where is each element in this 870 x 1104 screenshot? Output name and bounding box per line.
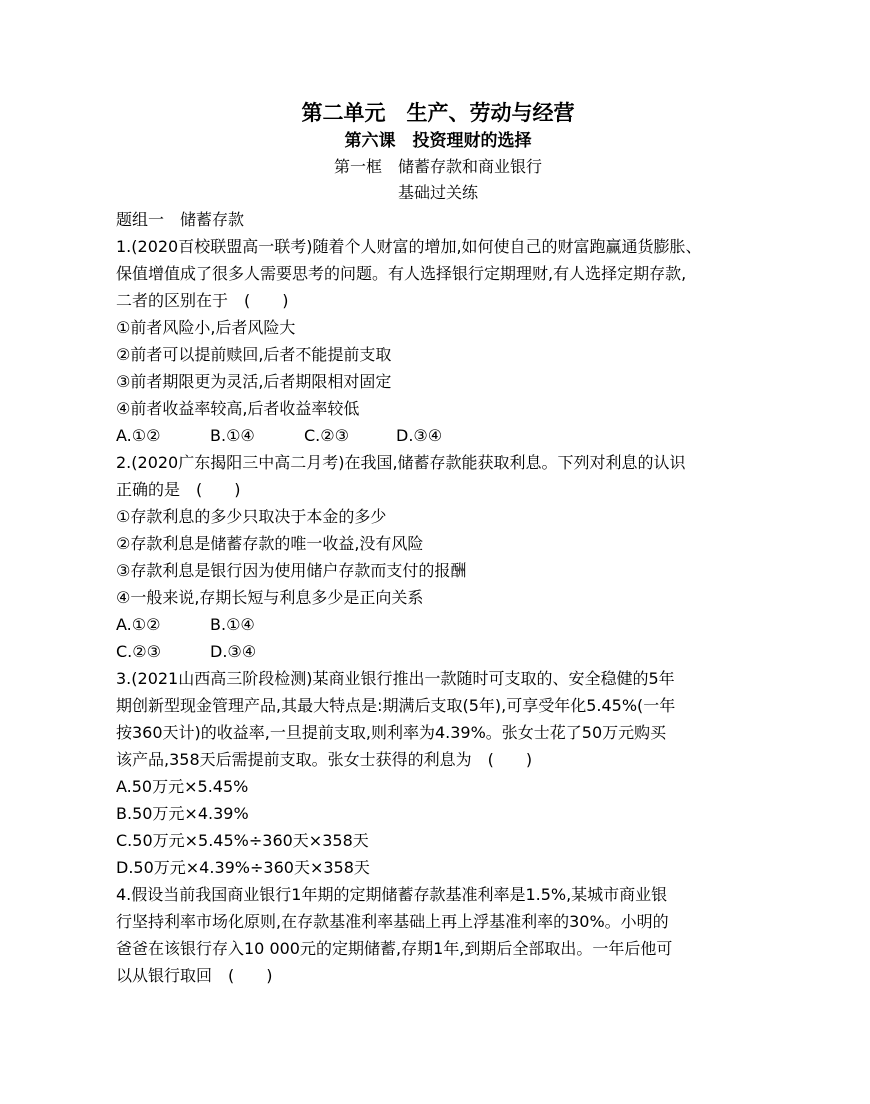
options-row xyxy=(116,638,760,665)
option-a: A.50万元×5.45% xyxy=(116,777,249,796)
question-1 xyxy=(116,233,760,449)
group-label: 题组一 储蓄存款 xyxy=(116,210,245,229)
question-3 xyxy=(116,665,760,881)
option-a: A.①② xyxy=(116,426,161,445)
statement: ③存款利息是银行因为使用储户存款而支付的报酬 xyxy=(116,561,467,580)
question-text-line: 1.(2020百校联盟高一联考)随着个人财富的增加,如何使自己的财富跑赢通货膨胀、 xyxy=(116,237,702,256)
practice-title: 基础过关练 xyxy=(397,183,478,202)
statement: ④一般来说,存期长短与利息多少是正向关系 xyxy=(116,588,424,607)
question-2 xyxy=(116,449,760,665)
question-text-line: 爸爸在该银行存入10 000元的定期储蓄,存期1年,到期后全部取出。一年后他可 xyxy=(116,939,673,958)
statement: ③前者期限更为灵活,后者期限相对固定 xyxy=(116,372,392,391)
question-text-line: 正确的是 ( ) xyxy=(116,480,241,499)
question-text-line: 保值增值成了很多人需要思考的问题。有人选择银行定期理财,有人选择定期存款, xyxy=(116,264,687,283)
question-text-line: 按360天计)的收益率,一旦提前支取,则利率为4.39%。张女士花了50万元购买 xyxy=(116,723,667,742)
lesson-title: 第六课 投资理财的选择 xyxy=(344,131,532,151)
option-d: D.③④ xyxy=(210,642,257,661)
statement: ①存款利息的多少只取决于本金的多少 xyxy=(116,507,387,526)
question-4 xyxy=(116,881,760,989)
statement: ④前者收益率较高,后者收益率较低 xyxy=(116,399,360,418)
question-text-line: 2.(2020广东揭阳三中高二月考)在我国,储蓄存款能获取利息。下列对利息的认识 xyxy=(116,453,686,472)
question-text-line: 期创新型现金管理产品,其最大特点是:期满后支取(5年),可享受年化5.45%(一年 xyxy=(116,696,676,715)
statement: ②存款利息是储蓄存款的唯一收益,没有风险 xyxy=(116,534,424,553)
question-text-line: 4.假设当前我国商业银行1年期的定期储蓄存款基准利率是1.5%,某城市商业银 xyxy=(116,885,668,904)
statement: ②前者可以提前赎回,后者不能提前支取 xyxy=(116,345,392,364)
option-c: C.②③ xyxy=(304,426,349,445)
question-text-line: 3.(2021山西高三阶段检测)某商业银行推出一款随时可支取的、安全稳健的5年 xyxy=(116,669,675,688)
options-row xyxy=(116,611,760,638)
question-text-line: 以从银行取回 ( ) xyxy=(116,966,273,985)
option-d: D.50万元×4.39%÷360天×358天 xyxy=(116,858,370,877)
options-row xyxy=(116,422,760,449)
option-c: C.50万元×5.45%÷360天×358天 xyxy=(116,831,369,850)
option-c: C.②③ xyxy=(116,642,161,661)
question-text-line: 该产品,358天后需提前支取。张女士获得的利息为 ( ) xyxy=(116,750,533,769)
option-b: B.50万元×4.39% xyxy=(116,804,249,823)
unit-title: 第二单元 生产、劳动与经营 xyxy=(301,101,575,125)
option-b: B.①④ xyxy=(210,426,255,445)
section-title: 第一框 储蓄存款和商业银行 xyxy=(333,157,542,176)
option-d: D.③④ xyxy=(396,426,443,445)
question-text-line: 二者的区别在于 ( ) xyxy=(116,291,289,310)
option-a: A.①② xyxy=(116,615,161,634)
question-text-line: 行坚持利率市场化原则,在存款基准利率基础上再上浮基准利率的30%。小明的 xyxy=(116,912,669,931)
option-b: B.①④ xyxy=(210,615,255,634)
statement: ①前者风险小,后者风险大 xyxy=(116,318,296,337)
